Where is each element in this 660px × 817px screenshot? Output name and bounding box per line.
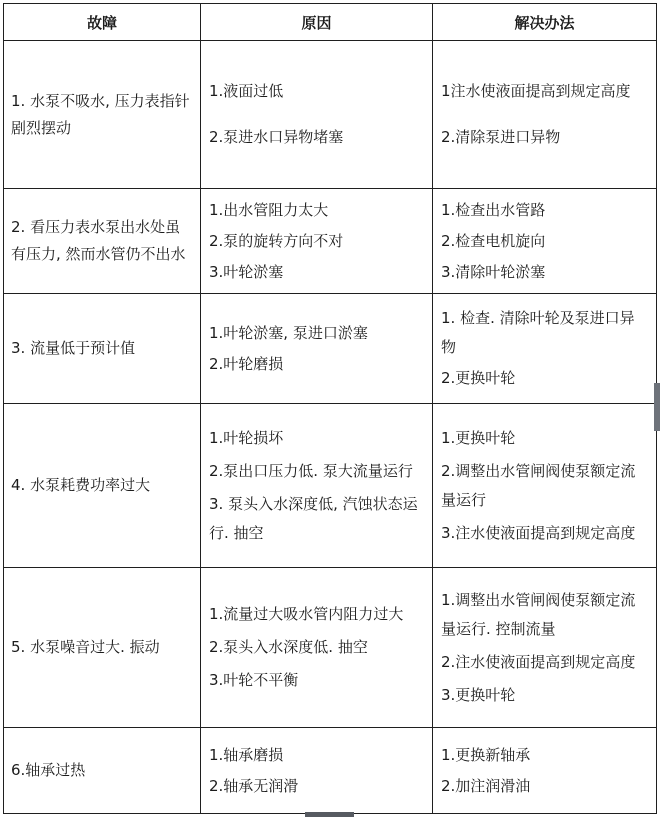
- cause-item: 1.叶轮损坏: [209, 428, 284, 447]
- table-body: [4, 41, 657, 814]
- table-row: [4, 41, 657, 189]
- cause-cell: [201, 41, 433, 189]
- fault-table: [3, 3, 657, 814]
- table-row: [4, 294, 657, 404]
- fault-cell: 1. 水泵不吸水, 压力表指针剧烈摆动: [4, 41, 201, 189]
- solution-item: 1. 检查. 清除叶轮及泵进口异物: [441, 309, 635, 356]
- cause-cell: [201, 189, 433, 294]
- solution-item: 1.更换新轴承: [441, 745, 531, 764]
- solution-item: 2.检查电机旋向: [441, 231, 546, 250]
- horizontal-scrollbar-thumb[interactable]: [305, 812, 354, 817]
- cause-item: 1.流量过大吸水管内阻力过大: [209, 605, 404, 623]
- cause-item: 2.泵进水口异物堵塞: [209, 128, 344, 146]
- column-header: 解决办法: [433, 4, 657, 41]
- table-row: [4, 728, 657, 814]
- cause-cell: [201, 294, 433, 404]
- solution-item: 2.清除泵进口异物: [441, 128, 561, 146]
- solution-item: 2.调整出水管闸阀使泵额定流量运行: [441, 461, 636, 509]
- solution-item: 3.注水使液面提高到规定高度: [441, 523, 636, 542]
- solution-cell: [433, 568, 657, 728]
- fault-cell: 2. 看压力表水泵出水处虽有压力, 然而水管仍不出水: [4, 189, 201, 294]
- solution-cell: [433, 728, 657, 814]
- cause-item: 2.泵头入水深度低. 抽空: [209, 638, 368, 656]
- solution-item: 2.更换叶轮: [441, 369, 516, 387]
- solution-item: 1.调整出水管闸阀使泵额定流量运行. 控制流量: [441, 590, 636, 638]
- solution-item: 1注水使液面提高到规定高度: [441, 82, 631, 100]
- column-header: 故障: [4, 4, 201, 41]
- solution-item: 2.加注润滑油: [441, 776, 531, 795]
- solution-cell: [433, 294, 657, 404]
- vertical-scrollbar-thumb[interactable]: [654, 383, 660, 431]
- table-header: [4, 4, 657, 41]
- cause-item: 1.液面过低: [209, 82, 284, 100]
- table-row: [4, 404, 657, 568]
- cause-item: 3.叶轮不平衡: [209, 671, 299, 689]
- cause-item: 1.轴承磨损: [209, 745, 284, 764]
- cause-item: 2.泵出口压力低. 泵大流量运行: [209, 461, 413, 480]
- cause-item: 3.叶轮淤塞: [209, 262, 284, 281]
- solution-item: 3.更换叶轮: [441, 685, 516, 704]
- table-row: [4, 189, 657, 294]
- solution-item: 1.更换叶轮: [441, 428, 516, 447]
- cause-item: 2.叶轮磨损: [209, 354, 284, 373]
- cause-item: 3. 泵头入水深度低, 汽蚀状态运行. 抽空: [209, 494, 418, 542]
- solution-item: 1.检查出水管路: [441, 200, 546, 219]
- cause-cell: [201, 404, 433, 568]
- fault-cell: 6.轴承过热: [4, 728, 201, 814]
- column-header: 原因: [201, 4, 433, 41]
- fault-cell: 4. 水泵耗费功率过大: [4, 404, 201, 568]
- cause-item: 1.叶轮淤塞, 泵进口淤塞: [209, 323, 368, 342]
- header-row: [4, 4, 657, 41]
- cause-cell: [201, 568, 433, 728]
- solution-cell: [433, 404, 657, 568]
- fault-cell: 3. 流量低于预计值: [4, 294, 201, 404]
- cause-item: 1.出水管阻力太大: [209, 200, 329, 219]
- solution-cell: [433, 189, 657, 294]
- table-row: [4, 568, 657, 728]
- fault-cell: 5. 水泵噪音过大. 振动: [4, 568, 201, 728]
- solution-item: 2.注水使液面提高到规定高度: [441, 652, 636, 671]
- cause-item: 2.泵的旋转方向不对: [209, 231, 344, 250]
- cause-item: 2.轴承无润滑: [209, 776, 299, 795]
- solution-item: 3.清除叶轮淤塞: [441, 262, 546, 281]
- solution-cell: [433, 41, 657, 189]
- cause-cell: [201, 728, 433, 814]
